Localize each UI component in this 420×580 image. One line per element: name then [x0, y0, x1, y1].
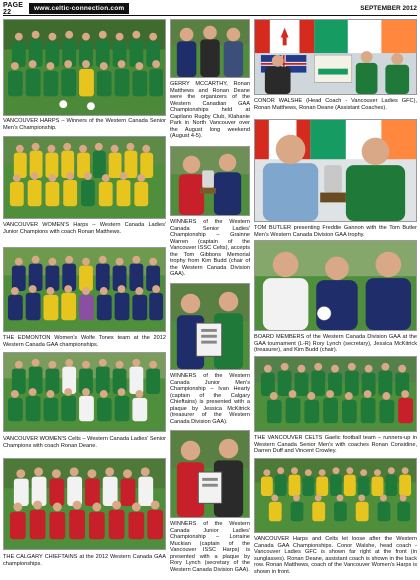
caption-celts-women: VANCOUVER WOMEN'S Celts – Western Canada Ladies' Senior Champions with coach Ronan Deane.: [3, 436, 166, 449]
caption-harps-celts: VANCOUVER Harps and Celts let loose after the Western Canada GAA Championships. Conor Walshe, head coach - Vancouver Ladies GFC is shown far right at the front (in sunglasses). Ronan Deane, assistant coach is shown in the back row. Ronan Matthews, coach of the Vancouver Women's Harps is shown in front.: [254, 536, 417, 575]
photo-mccarthy: [170, 19, 250, 78]
caption-walshe: CONOR WALSHE (Head Coach - Vancouver Ladies GFC), Ronan Matthews, Ronan Deane (Assistant Coaches).: [254, 98, 417, 111]
photo-harps-men: [3, 19, 166, 116]
photo-walshe: [254, 19, 417, 95]
photo-celts-men: [254, 356, 417, 432]
photo-board: [254, 240, 417, 331]
photo-edmonton: [3, 247, 166, 332]
caption-harps-women: VANCOUVER WOMEN'S Harps – Western Canada Ladies' Junior Champions with coach Ronan Matthews.: [3, 222, 166, 235]
website-link[interactable]: www.celtic-connection.com: [29, 3, 129, 14]
photo-calgary: [3, 458, 166, 550]
caption-board: BOARD MEMBERS of the Western Canada Division GAA at the GAA tournament (L-R) Rory Lynch (secretary), Jessica McKitrick (treasurer), and Kim Budd (chair).: [254, 334, 417, 353]
caption-harps-men: VANCOUVER HARPS – Winners of the Western Canada Senior Men's Championship.: [3, 118, 166, 131]
caption-edmonton: THE EDMONTON Women's Wolfe Tones team at the 2012 Western Canada GAA championships.: [3, 335, 166, 348]
caption-celts-men: THE VANCOUVER CELTS Gaelic football team – runners-up in Western Canada Senior Men's with coaches Ronan Considine, Darren Duff and Vincent Crowley.: [254, 435, 417, 454]
caption-ladies-senior: WINNERS of the Western Canada Senior Ladies' Championship – Grainne Warren (captain of the Vancouver ISSC Celts), accepts the Tom Gibbons Memorial trophy from Kim Budd (chair of the Western Canada Division GAA).: [170, 219, 250, 277]
page-number: PAGE 22: [3, 1, 24, 16]
photo-harps-women: [3, 136, 166, 219]
photo-ladies-senior: [170, 146, 250, 216]
photo-celts-women: [3, 352, 166, 432]
caption-mccarthy: GERRY MCCARTHY, Ronan Matthews and Ronan Deane were the organizers of the Western Canadian GAA Championships held at Capilano Rugby Club, Klahanie Park in North Vancouver over the August long weekend (August 4-5).: [170, 81, 250, 139]
issue-date: SEPTEMBER 2012: [360, 5, 417, 12]
photo-harps-celts: [254, 458, 417, 533]
header-rule: [3, 15, 417, 16]
page-header: [3, 3, 417, 14]
caption-men-junior: WINNERS of the Western Canada Junior Men's Championship – Ivan Hearty (captain of the Calgary Chieftains) is presented with a plaque by Jessica McKitrick (treasurer of the Western Canada Division GAA).: [170, 373, 250, 425]
caption-butler: TOM BUTLER presenting Freddie Gannon with the Tom Butler Men's Western Canada Division GAA trophy.: [254, 225, 417, 238]
photo-men-junior: [170, 283, 250, 370]
photo-ladies-junior: [170, 430, 250, 518]
photo-butler: [254, 119, 417, 222]
caption-calgary: THE CALGARY CHIEFTAINS at the 2012 Western Canada GAA championships.: [3, 554, 166, 567]
caption-ladies-junior: WINNERS of the Western Canada Junior Ladies' Championship – Lorraine Muckian (captain of the Vancouver ISSC Harps) is presented with a plaque by Rory Lynch (secretary of the Western Canada Division GAA).: [170, 521, 250, 573]
